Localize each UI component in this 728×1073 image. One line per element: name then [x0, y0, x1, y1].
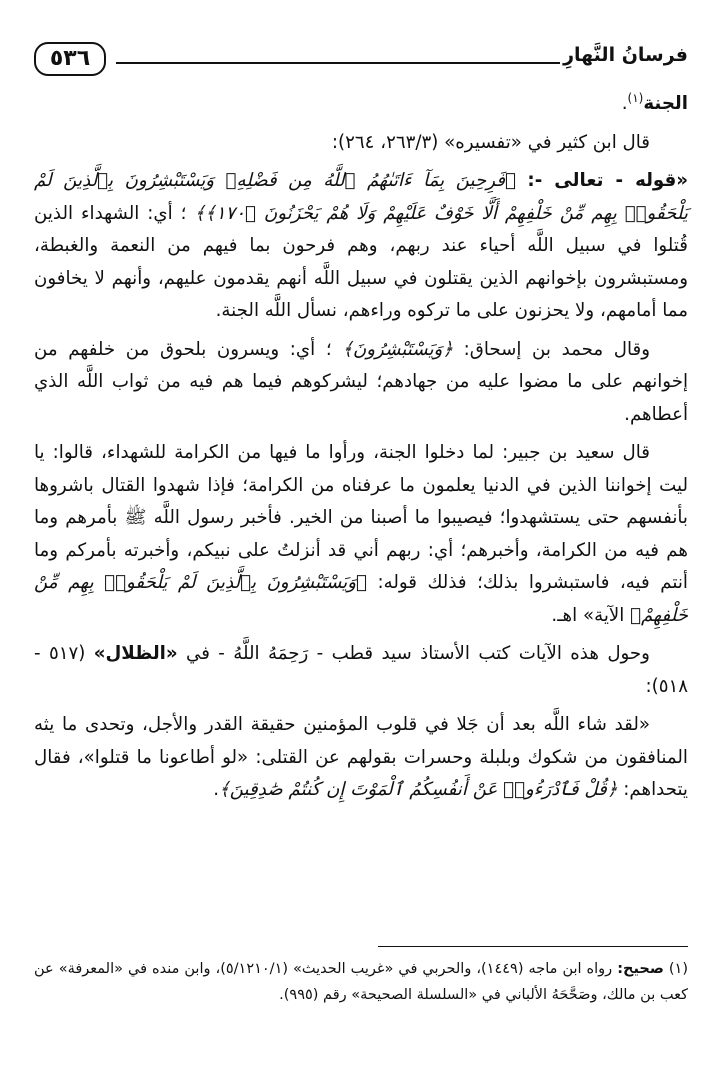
footnote-ref[interactable]: (١) [627, 90, 644, 105]
footnote-number: (١) [668, 961, 688, 977]
book-title-zilal: «الظلال» [93, 643, 178, 664]
quran-quote-1: ﴿فَرِحِينَ بِمَآ ءَاتَىٰهُمُ ٱللَّهُ مِن فَضْلِهِۦ وَيَسْتَبْشِرُونَ بِٱلَّذِينَ لَمْ يَلْحَقُوا۟ بِهِم مِّنْ خَلْفِهِمْ أَلَّا خَوْفٌ عَلَيْهِمْ وَلَا هُمْ يَحْزَنُونَ ﴿١٧٠﴾﴾ [34, 170, 688, 224]
main-text [34, 88, 688, 813]
paragraph-2-rest: ؛ أي: الشهداء الذين قُتلوا في سبيل اللَّه أحياء عند ربهم، وهم فرحون بما فيهم من النعمة والغبطة، ومستبشرون بإخوانهم الذين يقتلون في سبيل اللَّه أنهم يقدمون عليهم، وأنهم لا يخافون مما أمامهم، ولا يحزنون على ما تركوه وراءهم، نسأل اللَّه الجنة. [34, 202, 688, 321]
paragraph-2 [34, 165, 688, 328]
quran-quote-2: ﴿وَيَسْتَبْشِرُونَ﴾ [342, 338, 453, 360]
paragraph-3-b: ؛ أي: ويسرون بلحوق من خلفهم من إخوانهم على ما مضوا عليه من جهادهم؛ ليشركوهم فيما هم فيه من ثواب اللَّه الذي أعطاهم. [34, 338, 688, 425]
footnote-rule [378, 946, 688, 947]
paragraph-5 [34, 638, 688, 703]
paragraph-0 [34, 88, 688, 121]
paragraph-6-text: «لقد شاء اللَّه بعد أن جَلا في قلوب المؤمنين حقيقة القدر والأجل، وتحدى ما يثه المنافقون من شكوك وبلبلة وحسرات بقولهم عن القتلى: «لو أطاعونا ما قتلوا»، فقال يتحداهم: [34, 714, 688, 800]
paragraph-3 [34, 334, 688, 432]
running-title: فرسانُ النَّهارِ [563, 44, 688, 66]
paragraph-0-end: . [621, 93, 628, 114]
paragraph-5-b: (٥١٧ - ٥١٨): [34, 643, 688, 697]
paragraph-6 [34, 709, 688, 807]
paragraph-1: قال ابن كثير في «تفسيره» (٢٦٣/٣، ٢٦٤): [331, 131, 650, 153]
footnote [34, 956, 688, 1008]
page-header [34, 40, 688, 80]
paragraph-2-label: «قوله - تعالى -: [527, 170, 688, 191]
paragraph-6-end: . [213, 779, 220, 800]
page-number: ٥٣٦ [34, 42, 106, 76]
paragraph-4 [34, 437, 688, 632]
paragraph-4-text: قال سعيد بن جبير: لما دخلوا الجنة، ورأوا ما فيها من الكرامة للشهداء، قالوا: يا ليت إخواننا الذين في الدنيا يعلمون ما عرفناه من الكرامة؛ فإذا شهدوا القتال باشروها بأنفسهم حتى يستشهدوا؛ فيصيبوا ما أصبنا من الخير. فأخبر رسول اللَّه ﷺ بأمرهم وما هم فيه من الكرامة، وأخبرهم؛ أي: ربهم أني قد أنزلتُ على نبيكم، وأخبرته بأمركم وما أنتم فيه، فاستبشروا بذلك؛ فذلك قوله: [34, 442, 688, 593]
paragraph-4-end: الآية» اهـ. [551, 604, 625, 626]
paragraph-5-a: وحول هذه الآيات كتب الأستاذ سيد قطب - رَحِمَهُ اللَّهُ - في [186, 643, 650, 664]
paragraph-0-text: الجنة [643, 93, 688, 114]
paragraph-3-a: وقال محمد بن إسحاق: [463, 338, 650, 360]
quran-quote-3: ﴿وَيَسْتَبْشِرُونَ بِٱلَّذِينَ لَمْ يَلْحَقُوا۟ بِهِم مِّنْ خَلْفِهِمْ﴾ [34, 572, 688, 626]
footnote-text: رواه ابن ماجه (١٤٤٩)، والحربي في «غريب الحديث» (٥/١٢١٠/١)، وابن منده في «المعرفة» عن كعب بن مالك، وصَحَّحَهُ الألباني في «السلسلة الصحيحة» رقم (٩٩٥). [34, 961, 688, 1003]
header-rule [116, 62, 560, 64]
footnote-label: صحيح: [617, 961, 664, 977]
quran-quote-4: ﴿قُلْ فَٱدْرَءُوا۟ عَنْ أَنفُسِكُمُ ٱلْمَوْتَ إِن كُنتُمْ صَٰدِقِينَ﴾ [219, 779, 618, 800]
